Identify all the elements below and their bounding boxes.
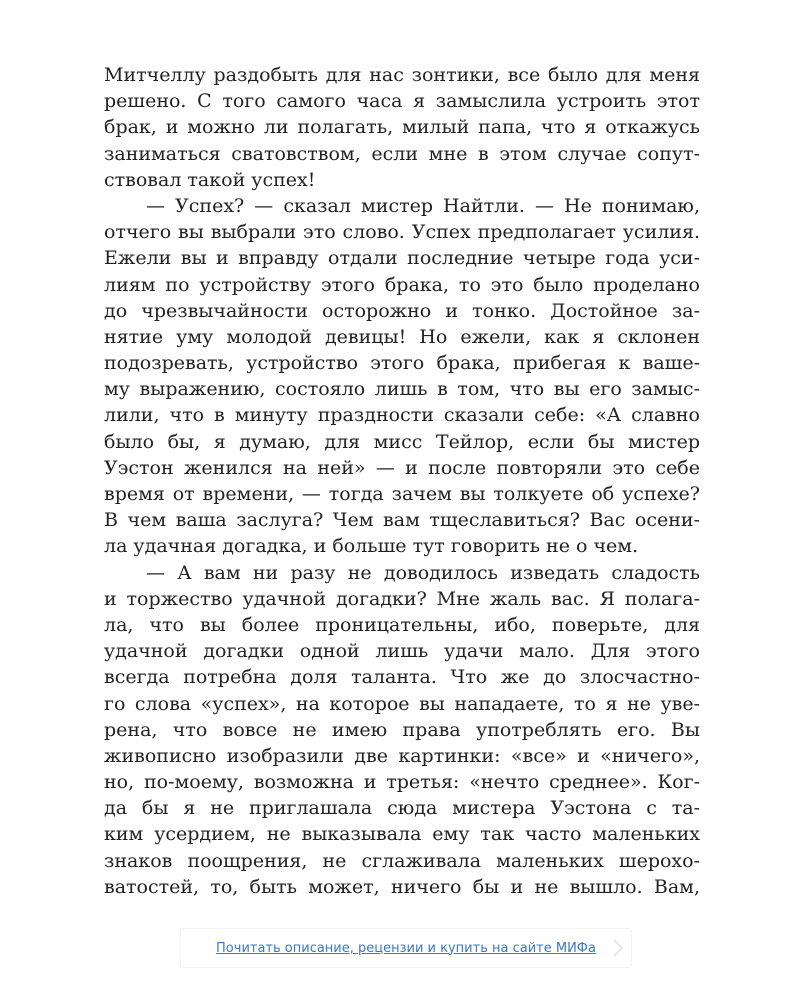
text-line: и торжество удачной догадки? Мне жаль вас. Я полага- (104, 587, 700, 610)
text-line: подозревать, устройство этого брака, прибегая к ваше- (104, 352, 700, 375)
text-line: ким усердием, не выказывала ему так часто маленьких (104, 823, 700, 846)
text-line: — Успех? — сказал мистер Найтли. — Не понимаю, (146, 194, 700, 217)
chevron-right-icon (611, 938, 625, 958)
book-text (104, 62, 700, 900)
text-line: решено. С того самого часа я замыслила устроить этот (104, 90, 700, 113)
text-line: Уэстон женился на ней» — и после повторяли это себе (104, 456, 700, 479)
text-line: рена, что вовсе не имею права употреблять его. Вы (104, 718, 700, 741)
text-line: до чрезвычайности осторожно и тонко. Достойное за- (104, 299, 700, 322)
text-line: го слова «успех», на которое вы нападаете, то я не уве- (104, 692, 700, 715)
text-line: время от времени, — тогда зачем вы толкуете об успехе? (104, 483, 700, 505)
text-line: Митчеллу раздобыть для нас зонтики, все было для меня (104, 64, 700, 86)
text-line: ствовал такой успех! (104, 168, 316, 191)
text-line: лили, что в минуту праздности сказали себе: «А славно (104, 404, 700, 427)
text-line: заниматься сватовством, если мне в этом случае сопут- (104, 142, 700, 165)
buy-link[interactable]: Почитать описание, рецензии и купить на сайте МИФа (216, 940, 596, 956)
text-line: знаков поощрения, не сглаживала маленьких шерохо- (104, 849, 700, 872)
text-line: — А вам ни разу не доводилось изведать сладость (146, 561, 700, 584)
text-line: брак, и можно ли полагать, милый папа, что я откажусь (104, 116, 700, 139)
text-line: удачной догадки одной лишь удачи мало. Для этого (104, 640, 700, 663)
text-line: ватостей, то, быть может, ничего бы и не вышло. Вам, (104, 875, 700, 898)
text-line: было бы, я думаю, для мисс Тейлор, если бы мистер (104, 430, 700, 453)
text-line: отчего вы выбрали это слово. Успех предполагает усилия. (104, 221, 700, 244)
footer-link-box[interactable] (180, 928, 632, 968)
text-line: но, по-моему, возможна и третья: «нечто среднее». Ког- (104, 771, 700, 794)
text-line: Ежели вы и вправду отдали последние четыре года уси- (104, 247, 700, 270)
text-line: нятие уму молодой девицы! Но ежели, как я склонен (104, 325, 700, 348)
text-line: ла удачная догадка, и больше тут говорить не о чем. (104, 535, 639, 558)
text-line: живописно изобразили две картинки: «все» и «ничего», (104, 744, 700, 767)
text-line: ла, что вы более проницательны, ибо, поверьте, для (104, 613, 700, 636)
text-line: му выражению, состояло лишь в том, что вы его замыс- (104, 378, 700, 401)
text-line: лиям по устройству этого брака, то это было проделано (104, 273, 700, 296)
text-line: да бы я не приглашала сюда мистера Уэстона с та- (104, 797, 700, 820)
text-line: В чем ваша заслуга? Чем вам тщеславиться? Вас осени- (104, 509, 700, 532)
text-line: всегда потребна доля таланта. Что же до злосчастно- (104, 666, 700, 689)
